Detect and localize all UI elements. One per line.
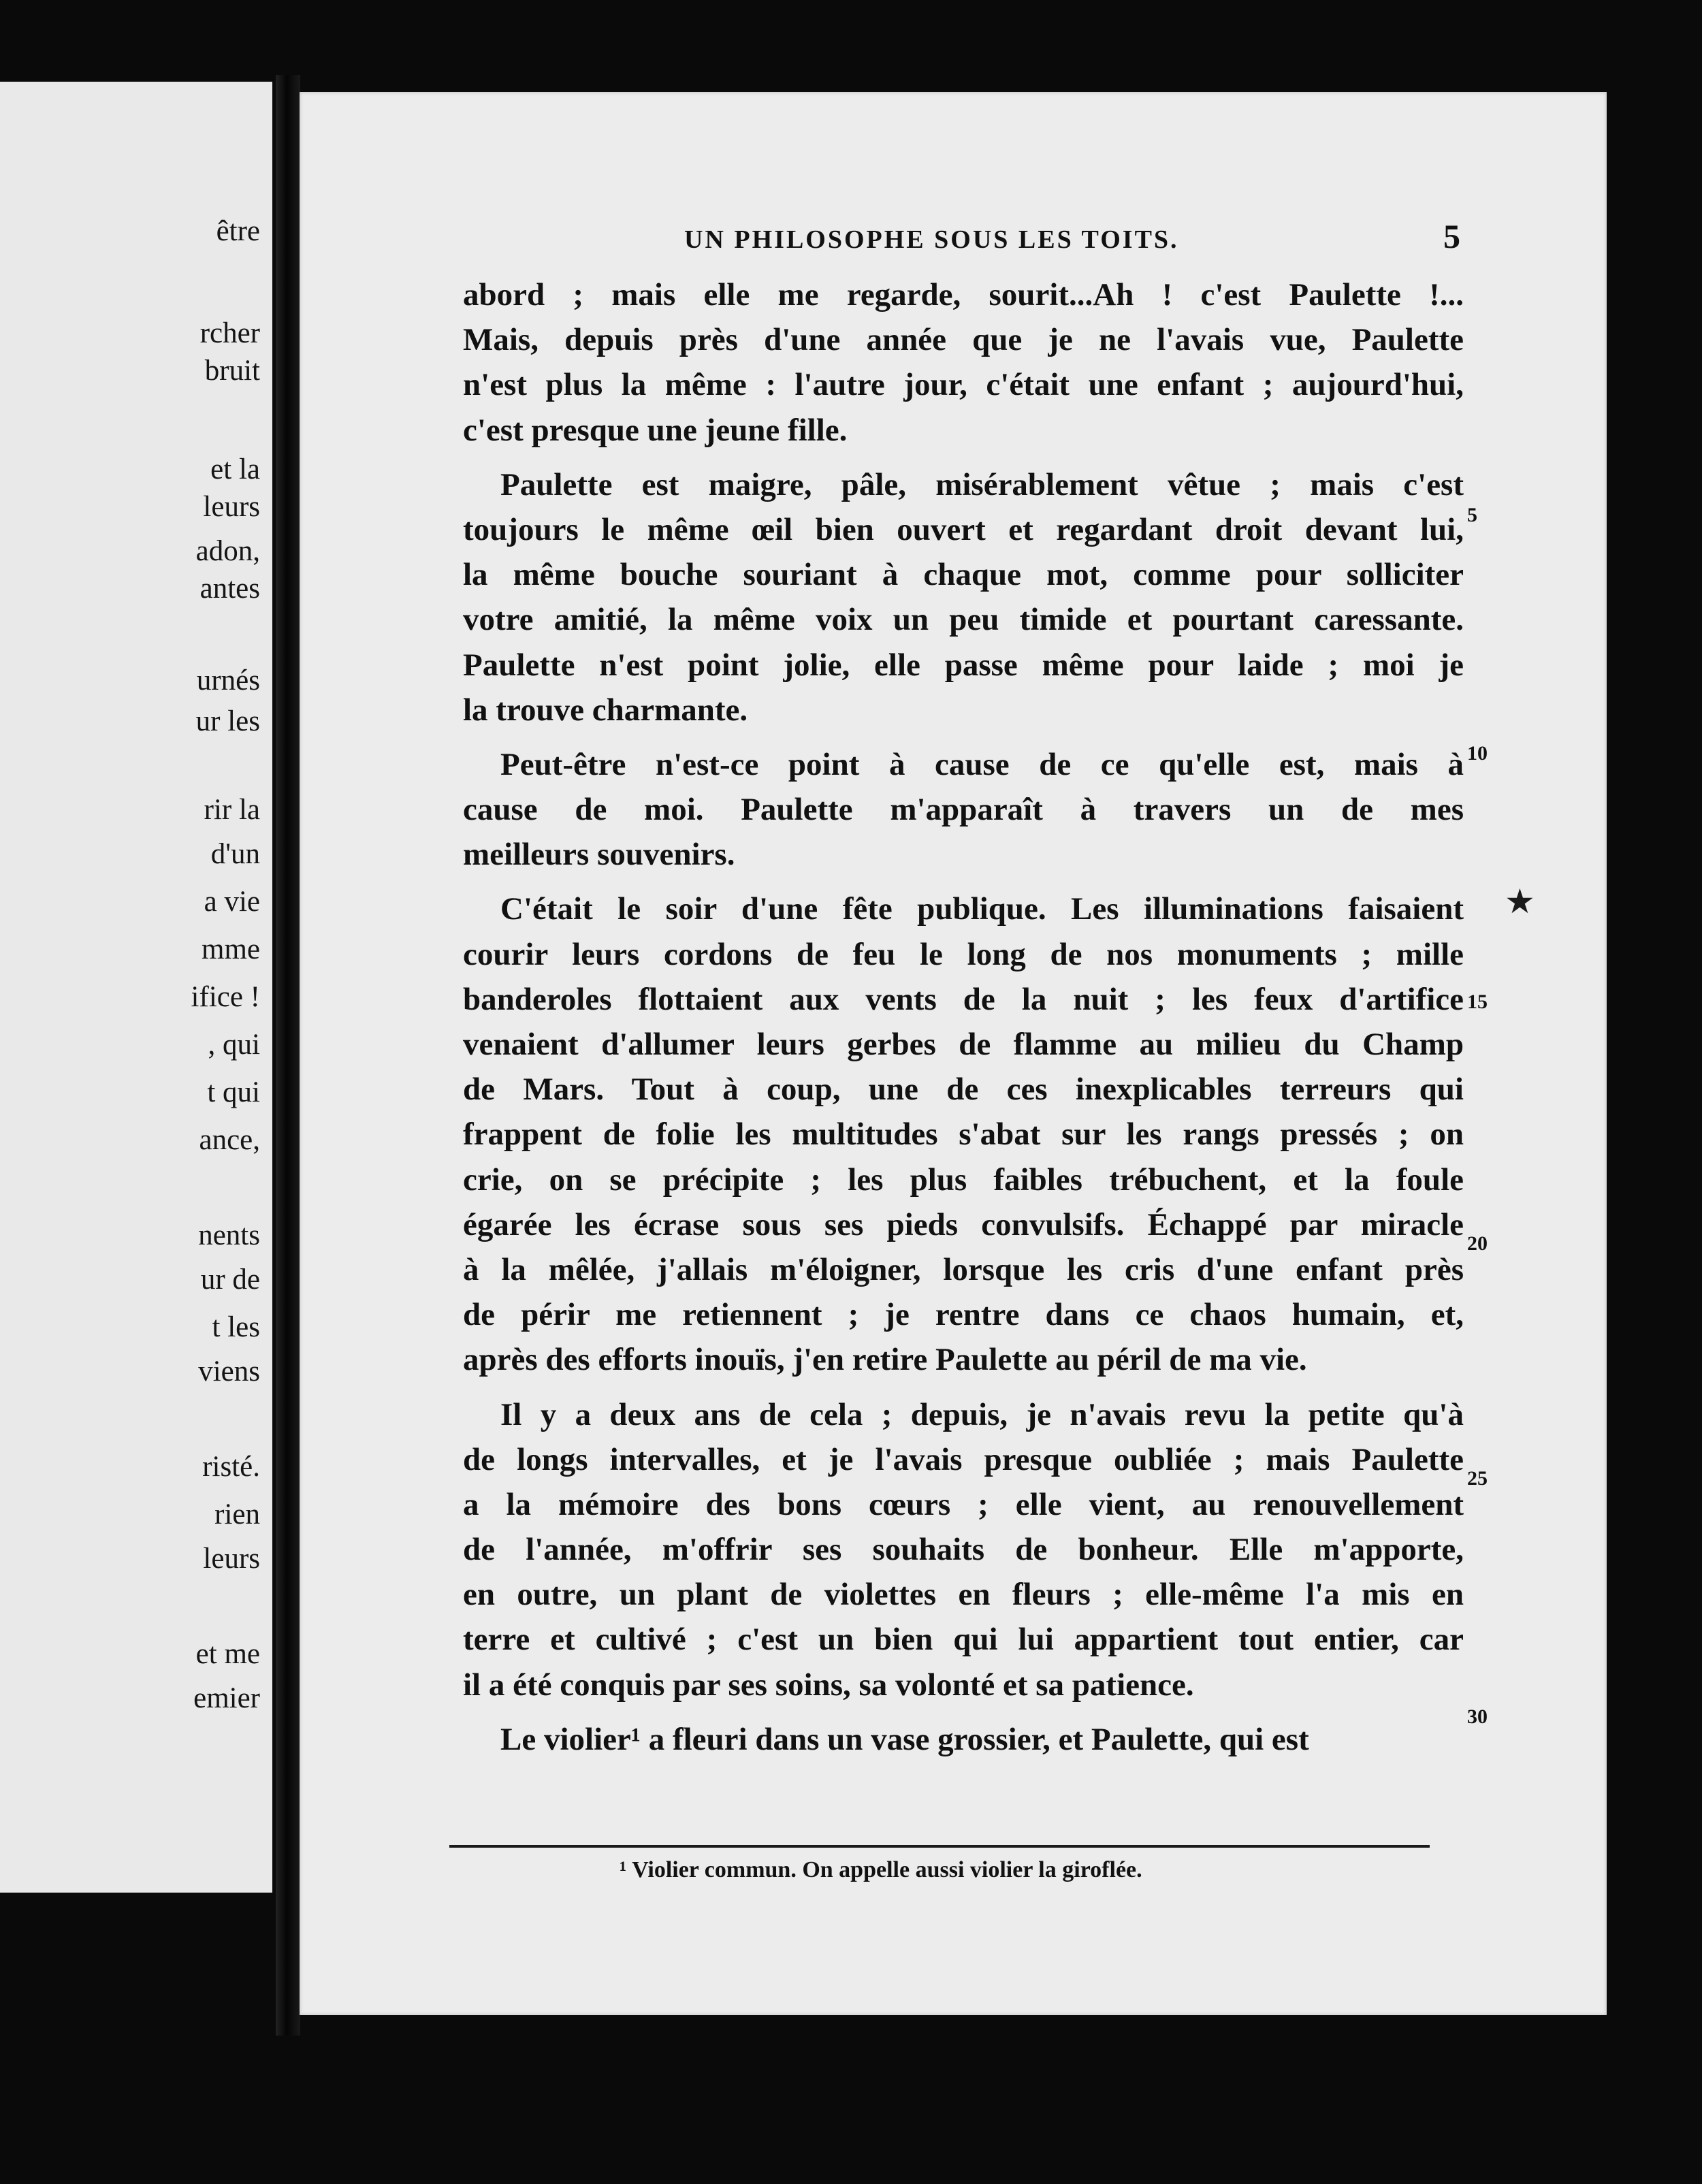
facing-page-line: et me	[195, 1638, 260, 1670]
paragraph	[463, 462, 1464, 733]
facing-page-line: rir la	[204, 794, 260, 826]
facing-page-line: risté.	[202, 1451, 260, 1483]
body-text	[463, 272, 1464, 1762]
text-line: terre et cultivé ; c'est un bien qui lui appartient tout entier, car	[463, 1622, 1464, 1658]
line-number: 15	[1467, 991, 1488, 1013]
facing-page-line: nents	[198, 1219, 260, 1251]
facing-page-line: ifice !	[191, 981, 260, 1013]
text-line: banderoles flottaient aux vents de la nuit ; les feux d'artifice	[463, 981, 1464, 1017]
facing-page-line: bruit	[204, 355, 260, 387]
text-line: il a été conquis par ses soins, sa volonté et sa patience.	[463, 1667, 1194, 1703]
facing-page-fragment	[0, 82, 272, 1893]
text-line: à la mêlée, j'allais m'éloigner, lorsque les cris d'une enfant près	[463, 1251, 1464, 1287]
text-line: crie, on se précipite ; les plus faibles trébuchent, et la foule	[463, 1161, 1464, 1198]
footnote: ¹ Violier commun. On appelle aussi violier la giroflée.	[620, 1857, 1142, 1882]
facing-page-line: ur de	[200, 1264, 260, 1296]
text-line: la même bouche souriant à chaque mot, comme pour solliciter	[463, 557, 1464, 593]
facing-page-line: viens	[198, 1355, 260, 1387]
text-line: n'est plus la même : l'autre jour, c'était une enfant ; aujourd'hui,	[463, 367, 1464, 403]
text-line: votre amitié, la même voix un peu timide et pourtant caressante.	[463, 602, 1464, 638]
footnote-rule	[449, 1845, 1430, 1848]
facing-page-line: a vie	[204, 886, 260, 918]
text-line: de l'année, m'offrir ses souhaits de bonheur. Elle m'apporte,	[463, 1532, 1464, 1568]
text-line: C'était le soir d'une fête publique. Les illuminations faisaient	[500, 891, 1464, 927]
line-number: 5	[1467, 504, 1477, 526]
facing-page-line: adon,	[195, 535, 260, 567]
text-line: Paulette n'est point jolie, elle passe même pour laide ; moi je	[463, 647, 1464, 683]
text-line: Mais, depuis près d'une année que je ne l'avais vue, Paulette	[463, 322, 1464, 358]
text-line: toujours le même œil bien ouvert et regardant droit devant lui,	[463, 511, 1464, 547]
text-line: Le violier¹ a fleuri dans un vase grossier, et Paulette, qui est	[500, 1721, 1309, 1757]
line-number: 10	[1467, 742, 1488, 765]
book-binding-shadow	[276, 75, 300, 2036]
facing-page-line: rien	[214, 1498, 260, 1530]
facing-page-line: ur les	[195, 705, 260, 737]
facing-page-line: être	[216, 215, 260, 247]
facing-page-line: emier	[193, 1682, 260, 1714]
line-number: 30	[1467, 1705, 1488, 1728]
facing-page-line: d'un	[210, 838, 260, 870]
text-line: Peut-être n'est-ce point à cause de ce qu'elle est, mais à	[500, 746, 1464, 782]
text-line: abord ; mais elle me regarde, sourit...Ah ! c'est Paulette !...	[463, 277, 1464, 312]
text-line: meilleurs souvenirs.	[463, 837, 735, 873]
text-line: de Mars. Tout à coup, une de ces inexplicables terreurs qui	[463, 1072, 1464, 1108]
facing-page-line: t qui	[207, 1076, 260, 1108]
facing-page-line: rcher	[199, 317, 260, 349]
page-number: 5	[1443, 217, 1460, 255]
paragraph	[463, 742, 1464, 878]
paragraph	[463, 272, 1464, 453]
text-line: Il y a deux ans de cela ; depuis, je n'avais revu la petite qu'à	[500, 1396, 1464, 1432]
facing-page-line: leurs	[203, 1543, 260, 1575]
text-line: frappent de folie les multitudes s'abat sur les rangs pressés ; on	[463, 1117, 1464, 1153]
facing-page-line: ance,	[199, 1124, 260, 1156]
text-line: a la mémoire des bons cœurs ; elle vient, au renouvellement	[463, 1486, 1464, 1522]
text-line: c'est presque une jeune fille.	[463, 412, 848, 448]
text-line: de périr me retiennent ; je rentre dans ce chaos humain, et,	[463, 1297, 1464, 1333]
text-line: Paulette est maigre, pâle, misérablement vêtue ; mais c'est	[500, 466, 1464, 502]
text-line: venaient d'allumer leurs gerbes de flamme au milieu du Champ	[463, 1027, 1464, 1062]
facing-page-line: antes	[199, 573, 260, 605]
facing-page-line: et la	[210, 453, 260, 485]
text-line: après des efforts inouïs, j'en retire Paulette au péril de ma vie.	[463, 1342, 1307, 1378]
paragraph	[463, 886, 1464, 1382]
text-line: en outre, un plant de violettes en fleurs ; elle-même l'a mis en	[463, 1577, 1464, 1613]
text-line: de longs intervalles, et je l'avais presque oubliée ; mais Paulette	[463, 1441, 1464, 1477]
line-number: 20	[1467, 1232, 1488, 1255]
paragraph	[463, 1392, 1464, 1707]
facing-page-line: leurs	[203, 491, 260, 523]
text-line: courir leurs cordons de feu le long de nos monuments ; mille	[463, 936, 1464, 972]
paragraph	[463, 1717, 1464, 1762]
facing-page-line: , qui	[208, 1029, 260, 1061]
star-marginal-mark: ★	[1505, 882, 1535, 920]
text-line: cause de moi. Paulette m'apparaît à travers un de mes	[463, 792, 1464, 828]
facing-page-line: mme	[202, 933, 260, 965]
facing-page-line: t les	[212, 1311, 260, 1343]
text-line: égarée les écrase sous ses pieds convulsifs. Échappé par miracle	[463, 1206, 1464, 1242]
line-number: 25	[1467, 1467, 1488, 1490]
facing-page-text	[0, 82, 272, 1893]
text-line: la trouve charmante.	[463, 692, 748, 728]
running-head: UN PHILOSOPHE SOUS LES TOITS.	[684, 225, 1179, 254]
facing-page-line: urnés	[196, 664, 260, 696]
